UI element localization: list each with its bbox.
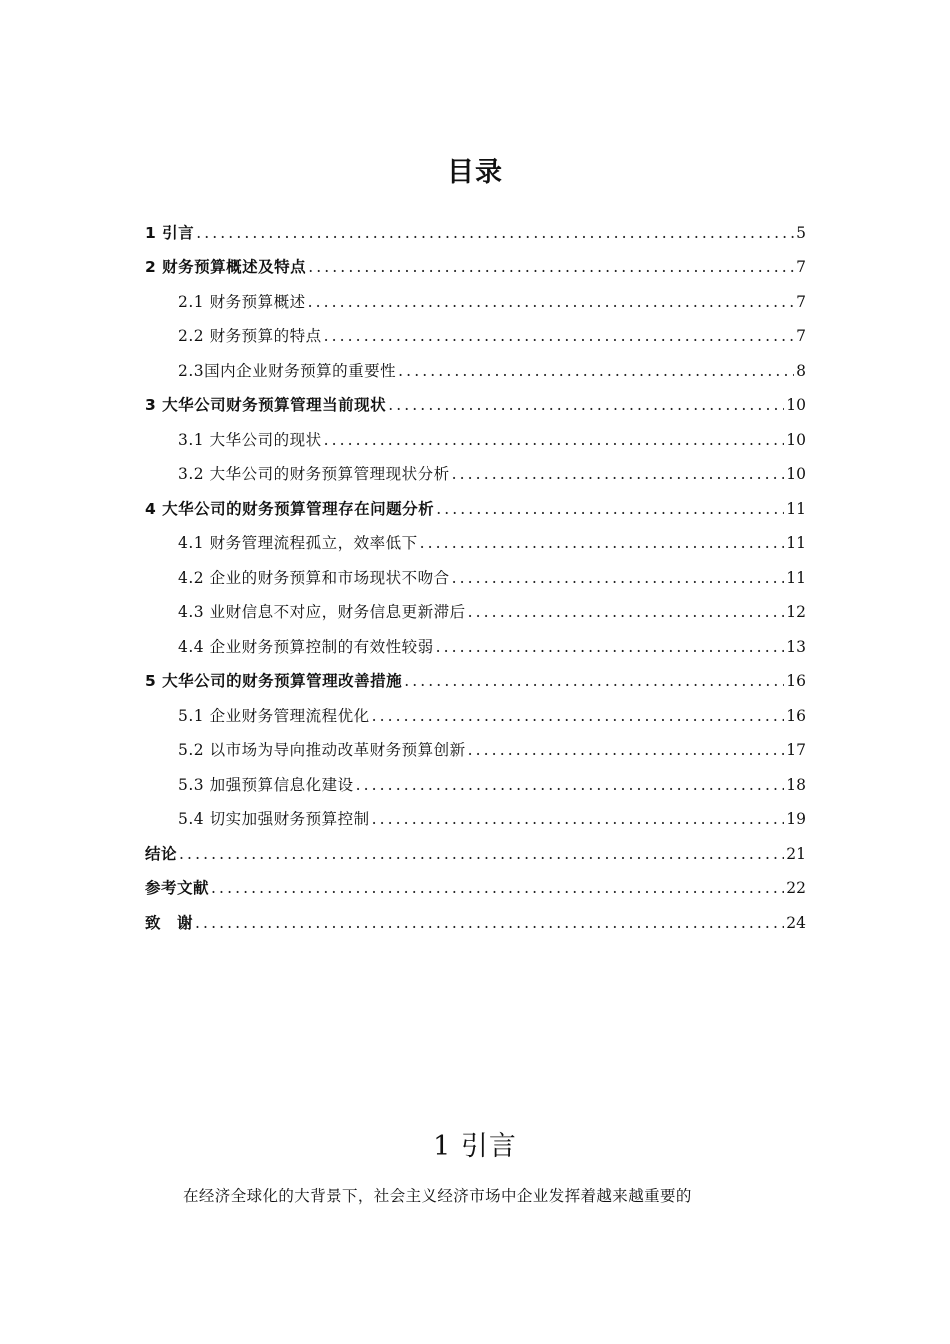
toc-entry-label: 5.4 切实加强财务预算控制 [178,810,370,828]
toc-dot-leader [468,602,785,622]
toc-dot-leader [404,671,784,691]
toc-entry-label: 5.3 加强预算信息化建设 [178,775,354,794]
toc-entry-label: 2.3国内企业财务预算的重要性 [178,361,397,380]
toc-dot-leader [388,395,784,415]
toc-dot-leader [452,464,785,484]
toc-entry-label: 参考文献 [145,879,210,897]
toc-entry[interactable] [145,760,806,795]
toc-dot-leader [372,809,785,829]
toc-entry-label: 4.2 企业的财务预算和市场现状不吻合 [178,568,450,587]
toc-dot-leader [372,706,785,726]
toc-dot-leader [324,326,795,346]
toc-entry-page-number: 8 [796,361,806,380]
toc-entry-label: 3.1 大华公司的现状 [178,430,322,449]
toc-entry-label: 5.1 企业财务管理流程优化 [178,706,370,725]
toc-entry[interactable] [145,450,806,485]
toc-entry-page-number: 11 [786,499,806,518]
toc-entry[interactable] [145,208,806,243]
toc-entry-page-number: 24 [786,913,806,932]
toc-entry[interactable] [145,484,806,519]
toc-entry-label: 5.2 以市场为导向推动改革财务预算创新 [178,741,466,759]
toc-entry-label: 5 大华公司的财务预算管理改善措施 [145,672,403,690]
toc-dot-leader [436,499,784,519]
toc-entry[interactable] [145,415,806,450]
toc-entry-page-number: 7 [796,327,806,345]
table-of-contents [145,208,806,933]
toc-entry-page-number: 13 [786,637,806,656]
toc-title: 目录 [447,157,503,188]
toc-entry-label: 1 引言 [145,223,195,242]
toc-entry[interactable] [145,381,806,416]
toc-entry-label: 2.2 财务预算的特点 [178,327,322,345]
toc-entry-page-number: 22 [786,879,806,897]
toc-dot-leader [195,913,784,933]
toc-dot-leader [398,361,794,381]
toc-entry[interactable] [145,829,806,864]
toc-entry[interactable] [145,657,806,692]
toc-dot-leader [452,568,785,588]
toc-entry[interactable] [145,864,806,899]
toc-entry-page-number: 18 [786,775,806,794]
toc-entry-page-number: 10 [786,396,806,414]
toc-entry-label: 2 财务预算概述及特点 [145,258,307,276]
toc-dot-leader [196,223,794,243]
toc-entry-page-number: 11 [786,568,806,587]
toc-entry[interactable] [145,898,806,933]
toc-entry-page-number: 11 [786,534,806,552]
toc-entry-page-number: 16 [786,672,806,690]
toc-entry-label: 2.1 财务预算概述 [178,292,306,311]
toc-entry-page-number: 5 [796,223,806,242]
toc-entry-label: 4.1 财务管理流程孤立，效率低下 [178,534,418,552]
toc-entry[interactable] [145,346,806,381]
toc-entry[interactable] [145,691,806,726]
toc-entry-label: 4.3 业财信息不对应，财务信息更新滞后 [178,603,466,621]
toc-dot-leader [436,637,785,657]
toc-dot-leader [324,430,785,450]
toc-entry-page-number: 12 [786,603,806,621]
toc-entry-page-number: 21 [786,844,806,863]
toc-dot-leader [468,740,785,760]
toc-entry[interactable] [145,243,806,278]
toc-entry-label: 3 大华公司财务预算管理当前现状 [145,396,387,414]
toc-entry-label: 4.4 企业财务预算控制的有效性较弱 [178,637,434,656]
toc-dot-leader [179,844,784,864]
toc-entry-page-number: 7 [796,292,806,311]
toc-entry-label: 3.2 大华公司的财务预算管理现状分析 [178,465,450,483]
toc-entry[interactable] [145,588,806,623]
toc-entry-page-number: 10 [786,430,806,449]
toc-entry[interactable] [145,519,806,554]
toc-dot-leader [308,292,795,312]
toc-dot-leader [420,533,785,553]
toc-entry[interactable] [145,553,806,588]
section-heading: 1 引言 [433,1131,517,1162]
toc-dot-leader [356,775,785,795]
toc-entry-label: 4 大华公司的财务预算管理存在问题分析 [145,499,435,518]
body-paragraph: 在经济全球化的大背景下，社会主义经济市场中企业发挥着越来越重要的 [183,1187,692,1205]
toc-entry[interactable] [145,726,806,761]
toc-dot-leader [211,878,784,898]
toc-entry-page-number: 10 [786,465,806,483]
toc-entry-page-number: 16 [786,706,806,725]
toc-entry[interactable] [145,277,806,312]
toc-entry[interactable] [145,312,806,347]
toc-entry-label: 致 谢 [145,913,194,932]
toc-entry-label: 结论 [145,844,178,863]
toc-dot-leader [308,257,794,277]
toc-entry[interactable] [145,622,806,657]
toc-entry-page-number: 17 [786,741,806,759]
toc-entry[interactable] [145,795,806,830]
toc-entry-page-number: 19 [786,810,806,828]
toc-entry-page-number: 7 [796,258,806,276]
